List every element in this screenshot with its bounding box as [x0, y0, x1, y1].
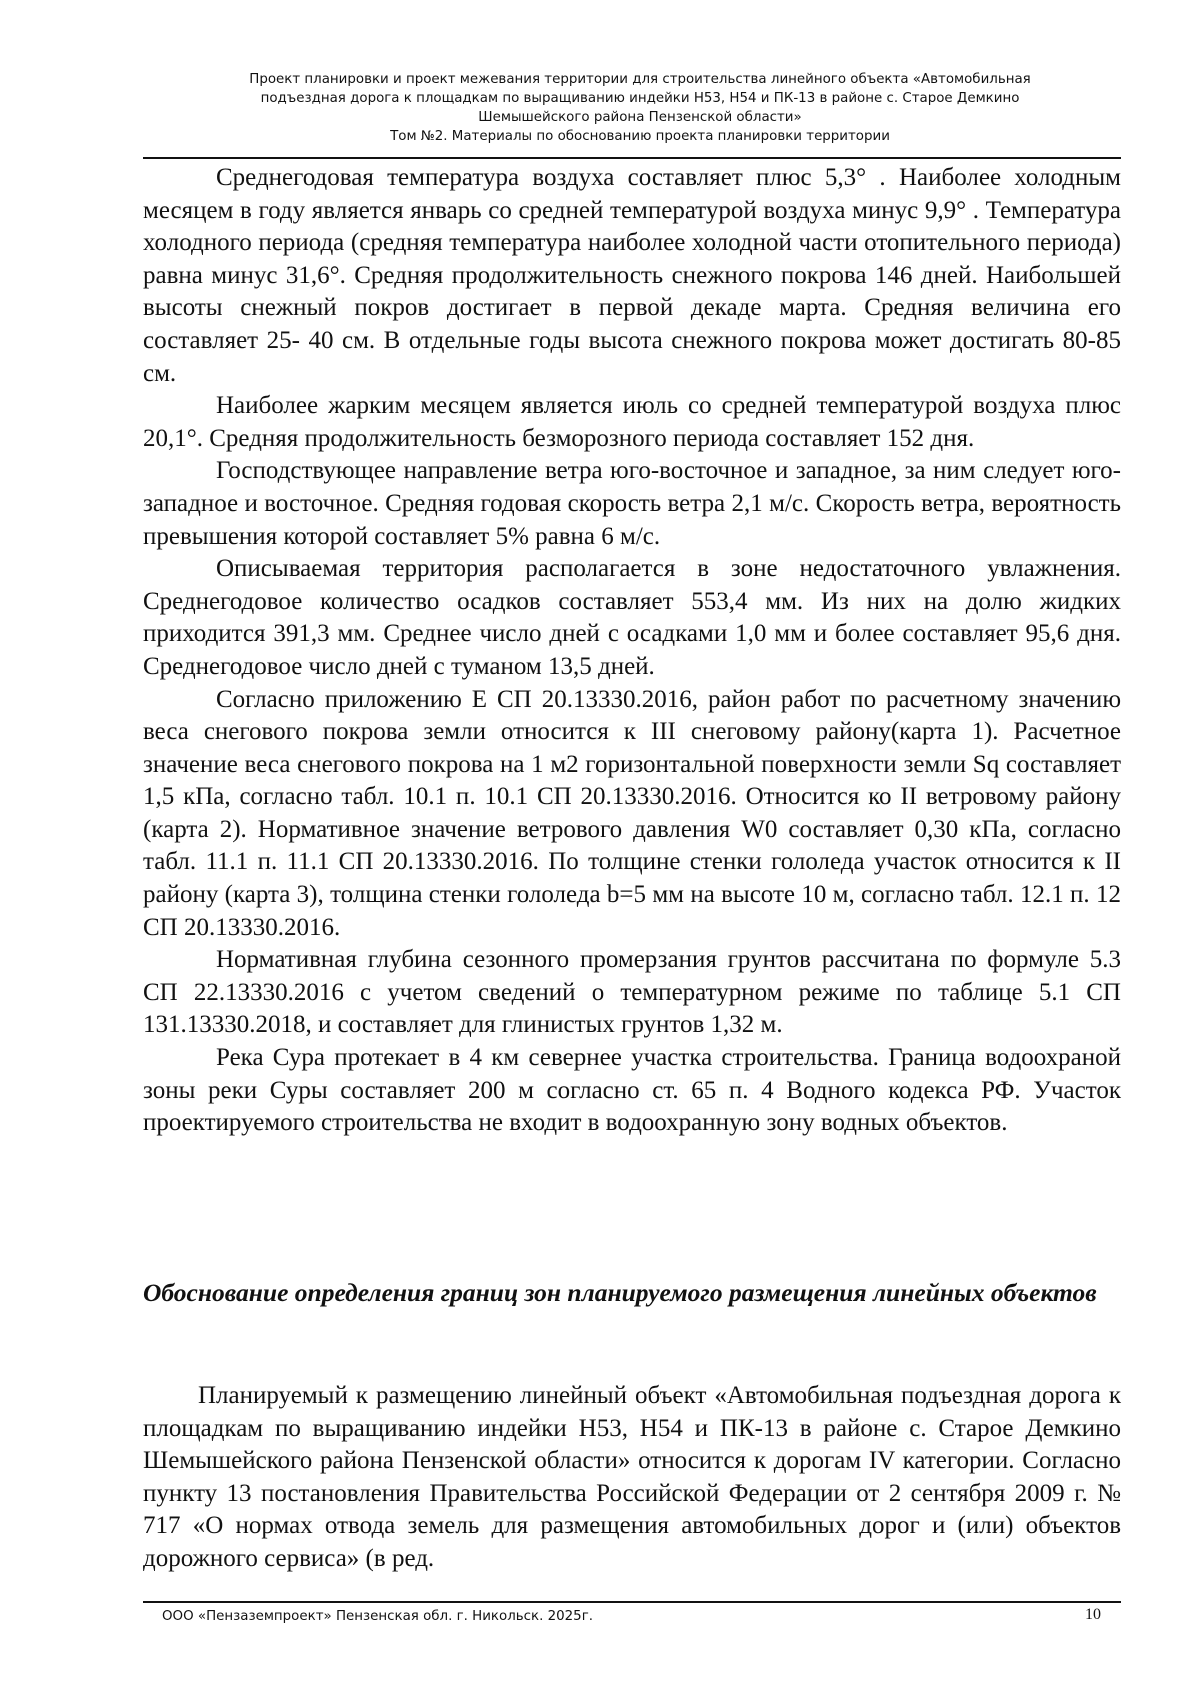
paragraph-july: Наиболее жарким месяцем является июль со средней температурой воздуха плюс 20,1°. Средняя продолжительность безморозного периода составляет 152 дня.: [143, 392, 1121, 452]
header-divider: [143, 157, 1121, 159]
page-number: 10: [1085, 1606, 1101, 1623]
header-line-3: Шемышейского района Пензенской области»: [478, 110, 802, 125]
footer-organization: ООО «Пензаземпроект» Пензенская обл. г. Никольск. 2025г.: [162, 1609, 593, 1624]
paragraph-linear-object: Планируемый к размещению линейный объект «Автомобильная подъездная дорога к площадкам по выращиванию индейки Н53, Н54 и ПК-13 в районе с. Старое Демкино Шемышейского района Пензенской области» относится к дорогам IV категории. Согласно пункту 13 постановления Правительства Российской Федерации от 2 сентября 2009 г. № 717 «О нормах отвода земель для размещения автомобильных дорог и (или) объектов дорожного сервиса» (в ред.: [143, 1382, 1121, 1572]
header-line-4: Том №2. Материалы по обоснованию проекта планировки территории: [390, 129, 890, 144]
section-text-block: [143, 1380, 1121, 1576]
header-line-1: Проект планировки и проект межевания территории для строительства линейного объекта «Автомобильная: [249, 72, 1031, 87]
paragraph-river: Река Сура протекает в 4 км севернее участка строительства. Граница водоохраной зоны реки Суры составляет 200 м согласно ст. 65 п. 4 Водного кодекса РФ. Участок проектируемого строительства не входит в водоохранную зону водных объектов.: [143, 1044, 1121, 1137]
paragraph-snow-wind-ice: Согласно приложению Е СП 20.13330.2016, район работ по расчетному значению веса снегового покрова земли относится к III снеговому району(карта 1). Расчетное значение веса снегового покрова на 1 м2 горизонтальной поверхности земли Sq составляет 1,5 кПа, согласно табл. 10.1 п. 10.1 СП 20.13330.2016. Относится ко II ветровому району (карта 2). Нормативное значение ветрового давления W0 составляет 0,30 кПа, согласно табл. 11.1 п. 11.1 СП 20.13330.2016. По толщине стенки гололеда участок относится к II району (карта 3), толщина стенки гололеда b=5 мм на высоте 10 м, согласно табл. 12.1 п. 12 СП 20.13330.2016.: [143, 685, 1121, 941]
climate-text-block: [143, 162, 1121, 1140]
footer-divider: [143, 1601, 1121, 1603]
paragraph-frost-depth: Нормативная глубина сезонного промерзания грунтов рассчитана по формуле 5.3 СП 22.13330.2016 с учетом сведений о температурном режиме по таблице 5.1 СП 131.13330.2018, и составляет для глинистых грунтов 1,32 м.: [143, 946, 1121, 1039]
page-header: [150, 70, 1130, 146]
header-line-2: подъездная дорога к площадкам по выращиванию индейки Н53, Н54 и ПК-13 в районе с. Старое Демкино: [260, 91, 1020, 106]
paragraph-wind: Господствующее направление ветра юго-восточное и западное, за ним следует юго-западное и восточное. Средняя годовая скорость ветра 2,1 м/с. Скорость ветра, вероятность превышения которой составляет 5% равна 6 м/с.: [143, 457, 1121, 550]
paragraph-temperature: Среднегодовая температура воздуха составляет плюс 5,3° . Наиболее холодным месяцем в году является январь со средней температурой воздуха минус 9,9° . Температура холодного периода (средняя температура наиболее холодной части отопительного периода) равна минус 31,6°. Средняя продолжительность снежного покрова 146 дней. Наибольшей высоты снежный покров достигает в первой декаде марта. Средняя величина его составляет 25- 40 см. В отдельные годы высота снежного покрова может достигать 80-85 см.: [143, 164, 1121, 387]
section-heading: Обоснование определения границ зон планируемого размещения линейных объектов: [143, 1278, 1097, 1307]
paragraph-precipitation: Описываемая территория располагается в зоне недостаточного увлажнения. Среднегодовое количество осадков составляет 553,4 мм. Из них на долю жидких приходится 391,3 мм. Среднее число дней с осадками 1,0 мм и более составляет 95,6 дня. Среднегодовое число дней с туманом 13,5 дней.: [143, 555, 1121, 680]
